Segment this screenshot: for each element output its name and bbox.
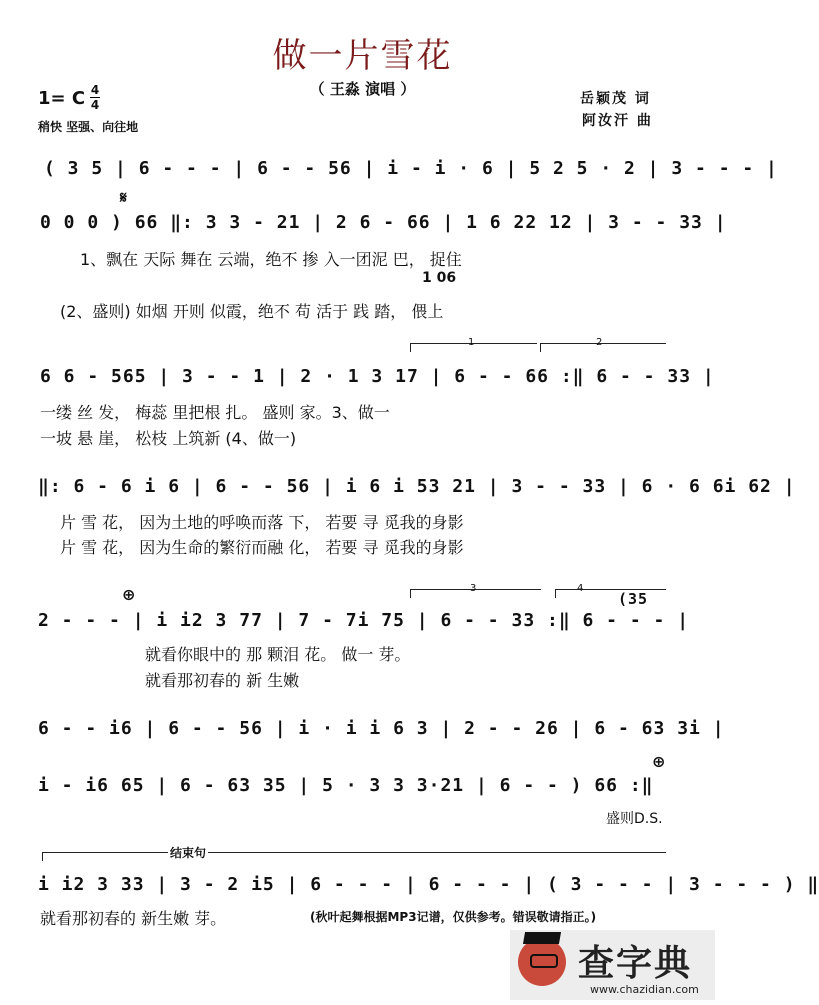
ending-bracket [42,852,666,861]
key-signature: 1= C [38,88,86,109]
tempo-marking: 稍快 坚强、向往地 [38,120,139,134]
singer-credit: （ 王淼 演唱 ） [309,80,416,98]
score-line-3: 6 6 - 565 | 3 - - 1 | 2 · 1 3 17 | 6 - - 66 :‖ 6 - - 33 | [40,366,715,387]
coda-mark-2: ⊕ [652,752,666,771]
score-line-8: i i2 3 33 | 3 - 2 i5 | 6 - - - | 6 - - - | ( 3 - - - | 3 - - - ) ‖ [38,874,819,895]
glasses-icon [530,954,558,968]
watermark-url[interactable]: www.chazidian.com [590,983,699,996]
song-title: 做一片雪花 [272,36,453,76]
coda-mark: ⊕ [122,585,136,604]
score-line-7: i - i6 65 | 6 - 63 35 | 5 · 3 3 3·21 | 6 - - ) 66 :‖ [38,775,654,796]
time-denominator: 4 [90,98,100,112]
mascot-icon [518,938,566,986]
lyric-line-5b: 就看那初春的 新 生嫩 [145,671,300,690]
lyric-line-3b: 一坡 悬 崖， 松枝 上筑新 (4、做一) [40,429,297,448]
lyric-line-2b: (2、盛则) 如烟 开则 似霞，绝不 苟 活于 践 踏， 偎上 [60,302,444,321]
watermark-brand[interactable]: 查字典 [578,943,693,984]
ds-instruction: 盛则D.S. [606,811,663,827]
score-line-6: 6 - - i6 | 6 - - 56 | i · i i 6 3 | 2 - - 26 | 6 - 63 3i | [38,718,725,739]
lyricist-credit: 岳颖茂 词 [580,91,651,107]
time-signature [90,84,100,111]
alt-notes: 1 06 [422,270,457,286]
score-line-4: ‖: 6 - 6 i 6 | 6 - - 56 | i 6 i 53 21 | 3 - - 33 | 6 · 6 6i 62 | [38,476,796,497]
lyric-line-4a: 片 雪 花， 因为土地的呼唤而落 下， 若要 寻 觅我的身影 [60,513,464,532]
volta-number-3: 3 [470,583,477,594]
volta-number-1: 1 [468,337,475,348]
ending-label: 结束句 [170,846,207,860]
score-line-5: 2 - - - | i i2 3 77 | 7 - 7i 75 | 6 - - 33 :‖ 6 - - - | [38,610,690,631]
time-numerator: 4 [90,83,100,97]
composer-credit: 阿汝汗 曲 [582,113,653,129]
tail-notes: (35 [618,590,649,608]
lyric-line-3a: 一缕 丝 发， 梅蕊 里把根 扎。 盛则 家。3、做一 [40,403,390,422]
volta-number-2: 2 [596,337,603,348]
lyric-line-2a: 1、飘在 天际 舞在 云端，绝不 掺 入一团泥 巴， 捉住 [80,250,462,269]
volta-bracket-2 [540,343,666,352]
volta-bracket-4 [555,589,666,598]
score-line-2: 0 0 0 ) 66 ‖: 3 3 - 21 | 2 6 - 66 | 1 6 22 12 | 3 - - 33 | [40,212,727,233]
transcription-note: (秋叶起舞根据MP3记谱，仅供参考。错误敬请指正。) [310,910,597,924]
volta-number-4: 4 [577,583,584,594]
segno-mark: 𝄋 [120,188,127,207]
lyric-line-4b: 片 雪 花， 因为生命的繁衍而融 化， 若要 寻 觅我的身影 [60,538,464,557]
score-line-1: ( 3 5 | 6 - - - | 6 - - 56 | i - i · 6 | 5 2 5 · 2 | 3 - - - | [44,158,778,179]
graduation-cap-icon [523,932,561,944]
lyric-line-8: 就看那初春的 新生嫩 芽。 [40,909,227,928]
lyric-line-5a: 就看你眼中的 那 颗泪 花。 做一 芽。 [145,645,411,664]
